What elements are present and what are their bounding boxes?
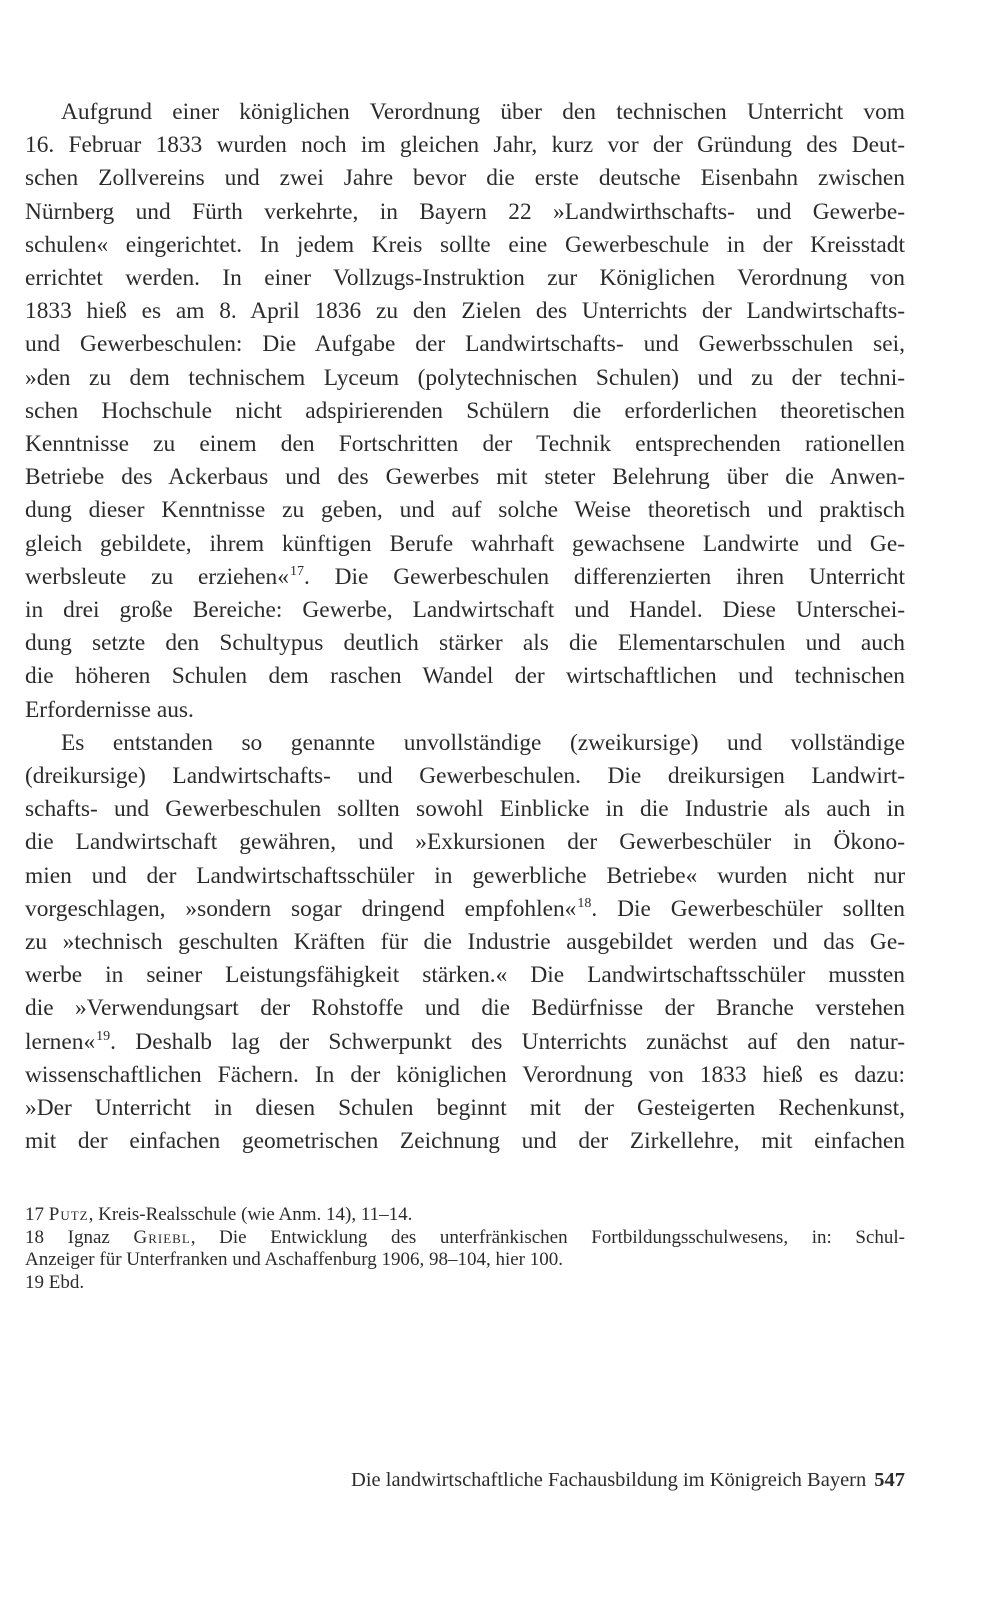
text-fragment: . Die Gewerbeschüler sollten — [591, 895, 905, 922]
footnote-17 — [25, 1204, 905, 1227]
footnotes — [25, 1204, 905, 1294]
text-fragment: . Die Gewerbeschulen differenzierten ihren Unterricht — [303, 563, 905, 590]
text-line: die höheren Schulen dem raschen Wandel der wirtschaftlichen und technischen — [25, 663, 905, 690]
text-line: 1833 hieß es am 8. April 1836 zu den Zielen des Unterrichts der Landwirtschafts- — [25, 298, 905, 325]
paragraph-2 — [25, 727, 905, 1159]
text-line: (dreikursige) Landwirtschafts- und Gewerbeschulen. Die dreikursigen Landwirt- — [25, 763, 905, 790]
text-line: Es entstanden so genannte unvollständige (zweikursige) und vollständige — [61, 729, 905, 756]
text-line: »Der Unterricht in diesen Schulen beginnt mit der Gesteigerten Rechenkunst, — [25, 1095, 905, 1122]
footnote-ref-18[interactable]: 18 — [577, 895, 592, 911]
footnote-author: Putz — [48, 1204, 89, 1225]
text-line: werbe in seiner Leistungsfähigkeit stärken.« Die Landwirtschaftsschüler mussten — [25, 962, 905, 989]
footnote-author: Griebl — [133, 1226, 191, 1248]
text-line: mien und der Landwirtschaftsschüler in gewerbliche Betriebe« wurden nicht nur — [25, 862, 905, 889]
footnote-ref-19[interactable]: 19 — [96, 1028, 111, 1044]
footnote-18 — [25, 1227, 905, 1250]
text-line: Erfordernisse aus. — [25, 696, 194, 723]
footnote-ref-17[interactable]: 17 — [289, 563, 304, 579]
footnote-18-continued: Anzeiger für Unterfranken und Aschaffenburg 1906, 98–104, hier 100. — [25, 1249, 564, 1270]
footnote-text: , Die Entwicklung des unterfränkischen Fortbildungsschulwesens, in: Schul- — [190, 1226, 906, 1248]
text-fragment: vorgeschlagen, »sondern sogar dringend empfohlen« — [25, 895, 577, 922]
footnote-number: 18 — [25, 1226, 44, 1248]
text-line: 16. Februar 1833 wurden noch im gleichen Jahr, kurz vor der Gründung des Deut- — [25, 132, 905, 159]
running-footer — [351, 1469, 905, 1492]
text-line: mit der einfachen geometrischen Zeichnung und der Zirkellehre, mit einfachen — [25, 1128, 905, 1155]
text-line: schen Hochschule nicht adspirierenden Schülern die erforderlichen theoretischen — [25, 397, 905, 424]
page-number: 547 — [874, 1469, 905, 1491]
footnote-number: 19 — [25, 1271, 44, 1293]
text-fragment: werbsleute zu erziehen« — [25, 563, 289, 590]
footnote-text: , Kreis-Realsschule (wie Anm. 14), 11–14. — [88, 1204, 413, 1225]
footnote-text: Ignaz — [67, 1226, 134, 1248]
text-line: errichtet werden. In einer Vollzugs-Instruktion zur Königlichen Verordnung von — [25, 265, 905, 292]
text-line: dung setzte den Schultypus deutlich stärker als die Elementarschulen und auch — [25, 630, 905, 657]
text-fragment: . Deshalb lag der Schwerpunkt des Unterrichts zunächst auf den natur- — [110, 1028, 905, 1055]
text-line: und Gewerbeschulen: Die Aufgabe der Landwirtschafts- und Gewerbsschulen sei, — [25, 331, 905, 358]
text-line: dung dieser Kenntnisse zu geben, und auf solche Weise theoretisch und praktisch — [25, 497, 905, 524]
text-line: Nürnberg und Fürth verkehrte, in Bayern 22 »Landwirthschafts- und Gewerbe- — [25, 198, 905, 225]
text-line: Betriebe des Ackerbaus und des Gewerbes mit steter Belehrung über die Anwen- — [25, 464, 905, 491]
text-fragment: lernen« — [25, 1028, 96, 1055]
text-line: schen Zollvereins und zwei Jahre bevor die erste deutsche Eisenbahn zwischen — [25, 165, 905, 192]
text-line: »den zu dem technischem Lyceum (polytechnischen Schulen) und zu der techni- — [25, 364, 905, 391]
text-line-with-footnote-17 — [25, 561, 905, 594]
footnote-text: Ebd. — [48, 1271, 85, 1293]
text-line-with-footnote-19 — [25, 1026, 905, 1059]
paragraph-1 — [25, 96, 905, 727]
footnote-19 — [25, 1272, 905, 1295]
text-line: Aufgrund einer königlichen Verordnung über den technischen Unterricht vom — [61, 99, 905, 125]
text-line: die Landwirtschaft gewähren, und »Exkursionen der Gewerbeschüler in Ökono- — [25, 829, 905, 856]
footnote-number: 17 — [25, 1204, 44, 1225]
text-line: wissenschaftlichen Fächern. In der königlichen Verordnung von 1833 hieß es dazu: — [25, 1061, 905, 1088]
text-line-with-footnote-18 — [25, 893, 905, 926]
text-line: die »Verwendungsart der Rohstoffe und die Bedürfnisse der Branche verstehen — [25, 995, 905, 1022]
text-line: schafts- und Gewerbeschulen sollten sowohl Einblicke in die Industrie als auch in — [25, 796, 905, 823]
running-title: Die landwirtschaftliche Fachausbildung im Königreich Bayern — [351, 1469, 867, 1491]
text-line: Kenntnisse zu einem den Fortschritten der Technik entsprechenden rationellen — [25, 431, 905, 458]
text-line: gleich gebildete, ihrem künftigen Berufe wahrhaft gewachsene Landwirte und Ge- — [25, 530, 905, 557]
text-line: schulen« eingerichtet. In jedem Kreis sollte eine Gewerbeschule in der Kreisstadt — [25, 231, 905, 258]
main-text — [25, 96, 905, 1159]
text-line: zu »technisch geschulten Kräften für die Industrie ausgebildet werden und das Ge- — [25, 929, 905, 956]
text-line: in drei große Bereiche: Gewerbe, Landwirtschaft und Handel. Diese Unterschei- — [25, 597, 905, 624]
